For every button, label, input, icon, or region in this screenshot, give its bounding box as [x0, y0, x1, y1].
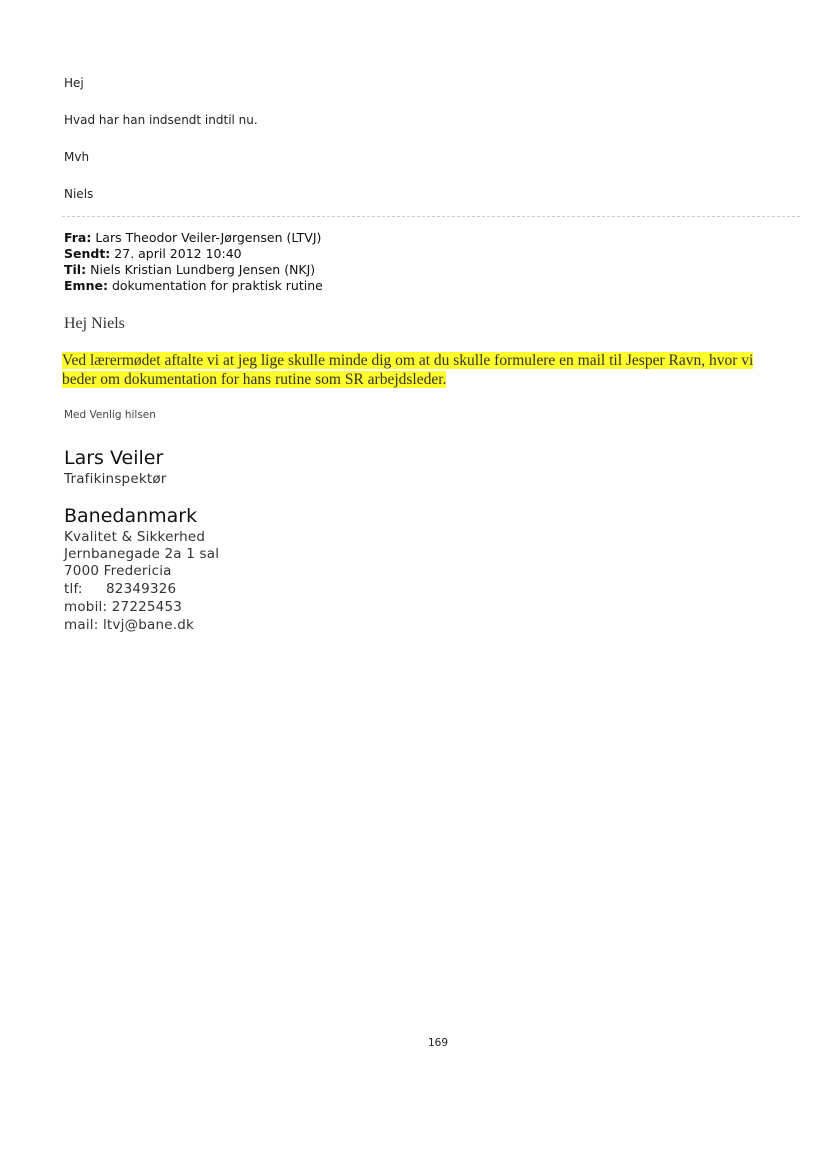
signature-phone [64, 581, 176, 597]
signature-closing: Med Venlig hilsen [64, 409, 156, 421]
signature-mail-value[interactable]: ltvj@bane.dk [102, 617, 195, 633]
signature-name: Lars Veiler [64, 447, 164, 469]
signature-company: Banedanmark [64, 505, 198, 527]
signature-mobile-value: 27225453 [111, 599, 183, 615]
header-from-label: Fra: [64, 230, 92, 245]
reply-greeting: Hej [64, 76, 84, 90]
signature-title: Trafikinspektør [64, 471, 167, 487]
header-from [64, 230, 321, 245]
signature-phone-label: tlf: [64, 581, 83, 597]
header-to-value: Niels Kristian Lundberg Jensen (NKJ) [90, 262, 316, 277]
signature-mail [64, 617, 194, 633]
signature-mobile [64, 599, 182, 615]
header-sent [64, 246, 242, 261]
reply-body: Hvad har han indsendt indtil nu. [64, 113, 258, 127]
signature-mail-label: mail: [64, 617, 99, 633]
signature-mobile-label: mobil: [64, 599, 108, 615]
signature-phone-value: 82349326 [106, 581, 177, 597]
highlighted-body-line-1: Ved lærermødet aftalte vi at jeg lige skulle minde dig om at du skulle formulere en mail til Jesper Ravn, hvor vi [62, 352, 754, 369]
header-sent-label: Sendt: [64, 246, 111, 261]
signature-city: 7000 Fredericia [64, 563, 172, 579]
message-divider [62, 216, 800, 217]
header-to [64, 262, 315, 277]
header-to-label: Til: [64, 262, 87, 277]
original-greeting: Hej Niels [64, 315, 125, 332]
header-from-value: Lars Theodor Veiler-Jørgensen (LTVJ) [95, 230, 322, 245]
header-sent-value: 27. april 2012 10:40 [114, 246, 242, 261]
reply-closing: Mvh [64, 150, 90, 164]
signature-street: Jernbanegade 2a 1 sal [64, 546, 220, 562]
highlighted-body [62, 351, 832, 389]
header-subject [64, 278, 323, 293]
signature-department: Kvalitet & Sikkerhed [64, 529, 206, 545]
reply-sender: Niels [64, 187, 94, 201]
header-subject-value: dokumentation for praktisk rutine [111, 278, 323, 293]
highlighted-body-line-2: beder om dokumentation for hans rutine som SR arbejdsleder. [62, 371, 447, 388]
header-subject-label: Emne: [64, 278, 108, 293]
page-number: 169 [428, 1037, 449, 1049]
